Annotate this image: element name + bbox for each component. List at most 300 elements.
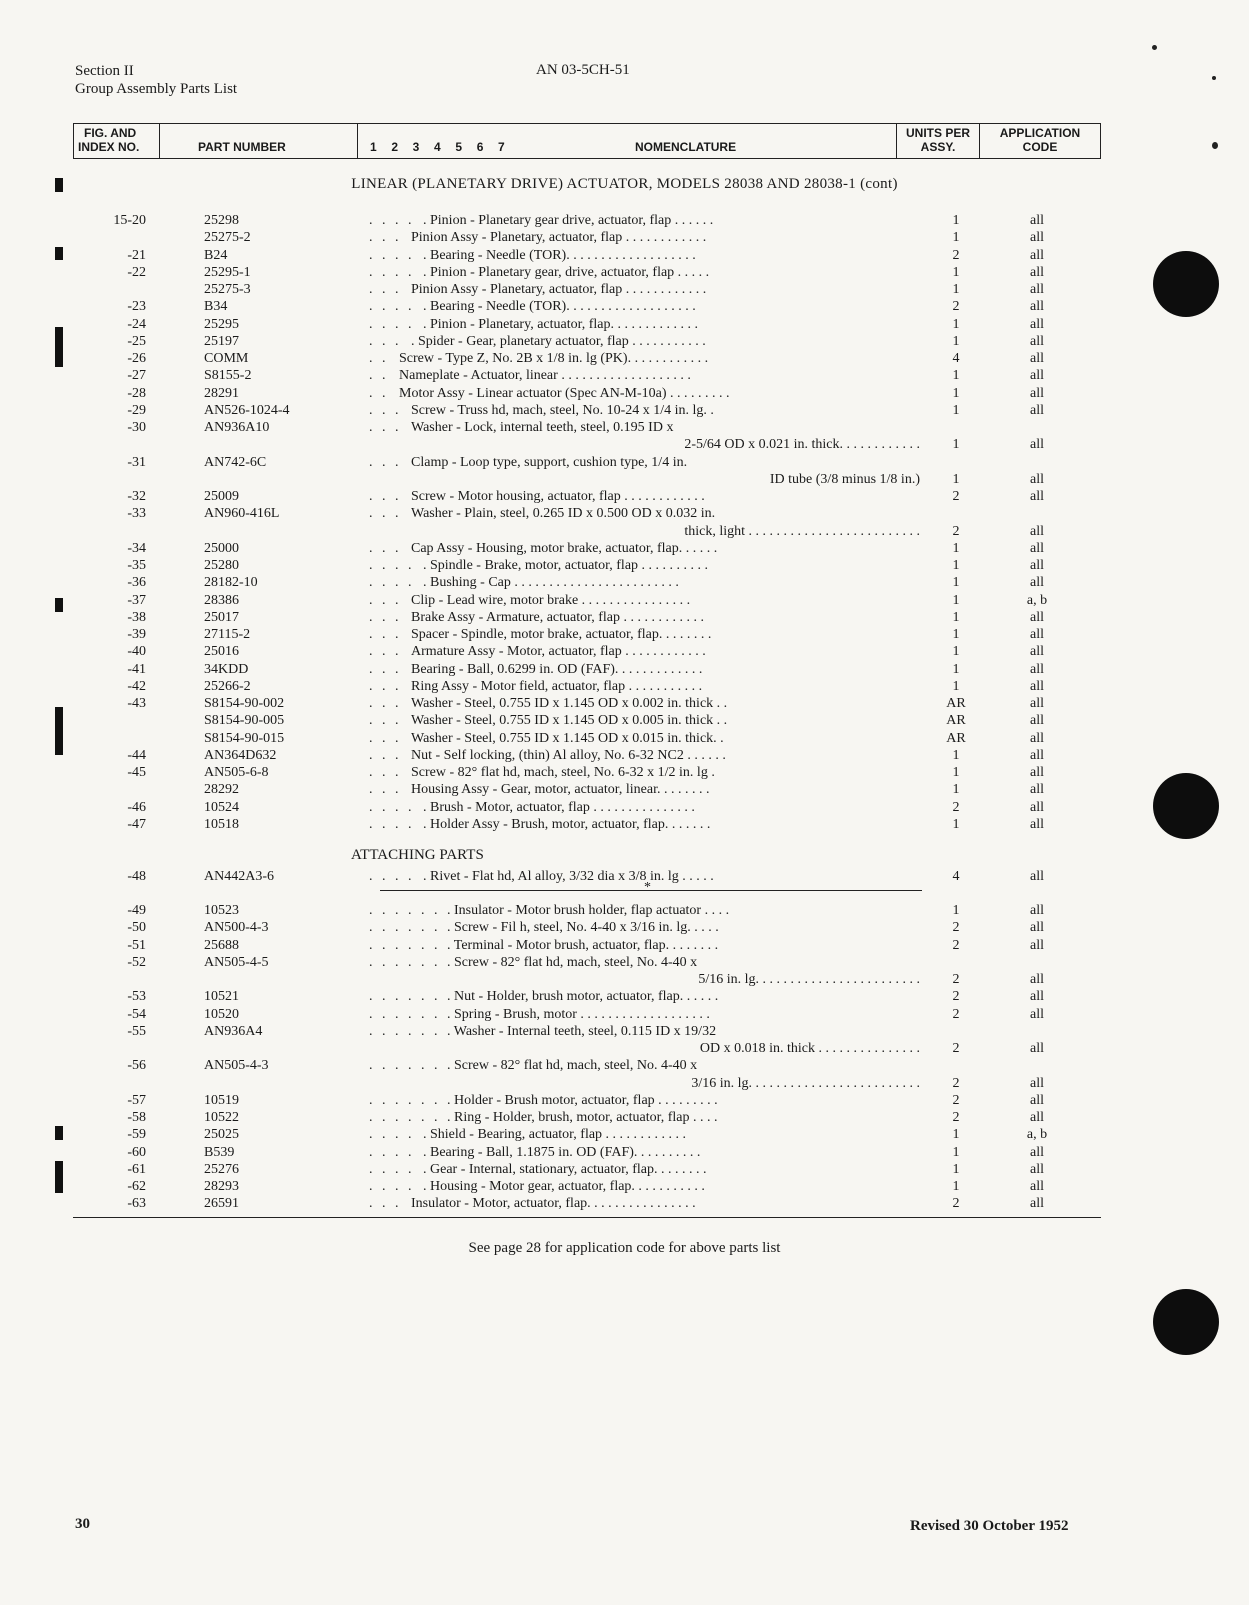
- indent-dots: . . .: [369, 747, 402, 763]
- table-row: [0, 781, 1249, 798]
- part-number: 10523: [204, 903, 239, 918]
- part-number: AN742-6C: [204, 454, 267, 470]
- indent-dots: . . . .: [369, 1144, 415, 1160]
- table-row: [0, 1161, 1249, 1178]
- units-per-assy: 1: [952, 1161, 960, 1177]
- nomenclature: Washer - Plain, steel, 0.265 ID x 0.500 OD x 0.032 in.: [411, 506, 716, 522]
- table-row: [0, 747, 1249, 764]
- units-per-assy: 1: [952, 230, 960, 246]
- part-number: AN505-6-8: [204, 765, 269, 780]
- table-row: [0, 333, 1249, 350]
- units-per-assy: 1: [952, 264, 960, 280]
- indent-dots: . . .: [369, 730, 402, 746]
- table-row: [0, 523, 1249, 540]
- indent-dots: . . .: [369, 644, 402, 660]
- fig-index: -35: [127, 558, 146, 573]
- fig-index: -52: [127, 954, 146, 970]
- fig-index: -29: [127, 402, 146, 418]
- units-per-assy: 1: [952, 765, 960, 780]
- nomenclature: Insulator - Motor, actuator, flap. . . . . . . . . . . . . . . .: [411, 1196, 696, 1212]
- indent-dots: . . .: [369, 454, 402, 470]
- attaching-parts-label: ATTACHING PARTS: [351, 847, 484, 863]
- part-number: AN526-1024-4: [204, 402, 290, 418]
- fig-index: -40: [127, 644, 146, 660]
- units-per-assy: 1: [952, 368, 960, 384]
- table-row: [0, 350, 1249, 367]
- fig-index: -33: [127, 506, 146, 522]
- part-number: 25688: [204, 937, 239, 953]
- nomenclature: . Housing - Motor gear, actuator, flap. . . . . . . . . . .: [423, 1179, 705, 1194]
- fig-index: -46: [127, 799, 146, 815]
- nomenclature: Motor Assy - Linear actuator (Spec AN-M-10a) . . . . . . . . .: [399, 385, 730, 401]
- nomenclature: Screw - Motor housing, actuator, flap . . . . . . . . . . . .: [411, 489, 705, 504]
- indent-dots: . . .: [369, 765, 402, 780]
- application-code: all: [1030, 385, 1044, 401]
- part-number: B24: [204, 247, 228, 263]
- fig-index: -27: [127, 368, 146, 384]
- nomenclature: . Spider - Gear, planetary actuator, flap . . . . . . . . . . .: [411, 333, 706, 349]
- application-code: all: [1030, 1075, 1044, 1091]
- part-number: 25197: [204, 333, 239, 349]
- col-app-line1: APPLICATION: [999, 126, 1081, 140]
- fig-index: -31: [127, 454, 146, 470]
- table-row: [0, 730, 1249, 747]
- nomenclature: 2-5/64 OD x 0.021 in. thick. . . . . . . . . . . .: [684, 437, 920, 453]
- part-number: 25016: [204, 644, 239, 660]
- table-row: [0, 661, 1249, 678]
- fig-index: -55: [127, 1023, 146, 1039]
- application-code: all: [1030, 333, 1044, 349]
- application-code: all: [1030, 799, 1044, 815]
- part-number: 25298: [204, 213, 239, 228]
- fig-index: -39: [127, 627, 146, 642]
- part-number: 25009: [204, 489, 239, 504]
- fig-index: -36: [127, 575, 146, 591]
- application-code: all: [1030, 368, 1044, 384]
- nomenclature: . Terminal - Motor brush, actuator, flap. . . . . . . .: [447, 937, 719, 953]
- change-bar: [55, 598, 63, 612]
- indent-dots: . . . .: [369, 558, 415, 573]
- table-row: [0, 454, 1249, 471]
- indent-dots: . . . .: [369, 213, 415, 228]
- indent-dots: . . .: [369, 1196, 402, 1212]
- indent-dots: . . . .: [369, 1127, 415, 1143]
- table-row: [0, 1057, 1249, 1074]
- fig-index: -48: [127, 869, 146, 884]
- fig-index: -28: [127, 385, 146, 401]
- table-row: [0, 1023, 1249, 1040]
- fig-index: -45: [127, 765, 146, 780]
- section-subtitle: Group Assembly Parts List: [75, 81, 238, 97]
- part-number: 28293: [204, 1179, 239, 1194]
- part-number: 10522: [204, 1110, 239, 1125]
- nomenclature: . Bushing - Cap . . . . . . . . . . . . . . . . . . . . . . . .: [423, 575, 679, 591]
- column-header: [73, 123, 1101, 159]
- indent-dots: . . . .: [369, 799, 415, 815]
- application-code: all: [1030, 282, 1044, 297]
- nomenclature: . Ring - Holder, brush, motor, actuator, flap . . . .: [447, 1110, 718, 1125]
- part-number: AN442A3-6: [204, 869, 274, 884]
- table-row: [0, 557, 1249, 574]
- table-row: [0, 919, 1249, 936]
- fig-index: -62: [127, 1179, 146, 1194]
- part-number: AN936A10: [204, 420, 270, 435]
- fig-index: -34: [127, 540, 146, 556]
- col-fig-line1: FIG. AND: [84, 126, 137, 140]
- indent-dots: . . .: [369, 489, 402, 504]
- nomenclature: . Pinion - Planetary gear, drive, actuator, flap . . . . .: [423, 264, 710, 280]
- nomenclature: . Spindle - Brake, motor, actuator, flap . . . . . . . . . .: [423, 558, 709, 573]
- part-number: 28182-10: [204, 575, 258, 591]
- part-number: 25266-2: [204, 678, 251, 694]
- units-per-assy: AR: [946, 713, 966, 729]
- nomenclature: Brake Assy - Armature, actuator, flap . . . . . . . . . . . .: [411, 609, 704, 625]
- application-code: all: [1030, 1179, 1044, 1194]
- col-units-line2: ASSY.: [920, 140, 956, 154]
- footnote: See page 28 for application code for above parts list: [468, 1240, 781, 1256]
- table-row: [0, 385, 1249, 402]
- table-row: [0, 247, 1249, 264]
- indent-dots: . . . .: [369, 575, 415, 591]
- nomenclature: Screw - Type Z, No. 2B x 1/8 in. lg (PK). . . . . . . . . . . .: [399, 351, 709, 366]
- table-row: [0, 1040, 1249, 1057]
- nomenclature: Bearing - Ball, 0.6299 in. OD (FAF). . . . . . . . . . . . .: [411, 661, 703, 677]
- document-number: AN 03-5CH-51: [536, 62, 630, 78]
- indent-dots: . . .: [369, 230, 402, 246]
- application-code: all: [1030, 1144, 1044, 1160]
- units-per-assy: 2: [952, 1075, 960, 1091]
- application-code: all: [1030, 609, 1044, 625]
- indent-dots: . . . .: [369, 816, 415, 832]
- indent-dots: . . .: [369, 609, 402, 625]
- table-row: [0, 592, 1249, 609]
- change-bar: [55, 707, 63, 755]
- application-code: all: [1030, 1041, 1044, 1056]
- table-row: [0, 505, 1249, 522]
- indent-dots: . .: [369, 351, 389, 366]
- table-row: [0, 695, 1249, 712]
- units-per-assy: 2: [952, 247, 960, 263]
- section-label: Section II: [75, 63, 134, 79]
- table-row: [0, 1126, 1249, 1143]
- units-per-assy: 1: [952, 627, 960, 642]
- units-per-assy: 1: [952, 213, 960, 228]
- fig-index: -24: [127, 316, 146, 332]
- indent-dots: . . .: [369, 678, 402, 694]
- table-row: [0, 471, 1249, 488]
- indent-dots: . . . . . .: [369, 1058, 441, 1074]
- table-row: [0, 868, 1249, 885]
- application-code: all: [1030, 437, 1044, 453]
- units-per-assy: 2: [952, 1006, 960, 1022]
- application-code: all: [1030, 816, 1044, 832]
- fig-index: -47: [127, 816, 146, 832]
- part-number: 25280: [204, 558, 239, 573]
- indent-dots: . . . .: [369, 1179, 415, 1194]
- nomenclature: Washer - Steel, 0.755 ID x 1.145 OD x 0.015 in. thick. .: [411, 730, 724, 746]
- fig-index: -32: [127, 489, 146, 504]
- indent-dots: . .: [369, 368, 389, 384]
- units-per-assy: 1: [952, 609, 960, 625]
- units-per-assy: 4: [952, 869, 960, 884]
- nomenclature: Washer - Steel, 0.755 ID x 1.145 OD x 0.005 in. thick . .: [411, 713, 728, 729]
- fig-index: -23: [127, 299, 146, 315]
- scan-speck: [1212, 76, 1216, 80]
- part-number: AN960-416L: [204, 506, 280, 522]
- units-per-assy: 1: [952, 437, 960, 453]
- units-per-assy: 2: [952, 937, 960, 953]
- part-number: S8154-90-005: [204, 713, 285, 729]
- application-code: all: [1030, 247, 1044, 263]
- indent-dots: . . .: [369, 506, 402, 522]
- nomenclature: Spacer - Spindle, motor brake, actuator, flap. . . . . . . .: [411, 627, 712, 642]
- nomenclature: ID tube (3/8 minus 1/8 in.): [769, 471, 920, 487]
- table-row: [0, 988, 1249, 1005]
- punch-hole: [1153, 251, 1219, 317]
- units-per-assy: 4: [952, 351, 960, 366]
- separator-line: [380, 890, 922, 891]
- table-row: [0, 971, 1249, 988]
- nomenclature: . Brush - Motor, actuator, flap . . . . . . . . . . . . . . .: [423, 799, 695, 815]
- nomenclature: OD x 0.018 in. thick . . . . . . . . . . . . . . .: [699, 1041, 920, 1056]
- units-per-assy: 1: [952, 592, 960, 608]
- application-code: all: [1030, 782, 1044, 798]
- col-part-number: PART NUMBER: [198, 140, 286, 154]
- units-per-assy: 1: [952, 575, 960, 591]
- table-row: [0, 902, 1249, 919]
- nomenclature: Nameplate - Actuator, linear . . . . . . . . . . . . . . . . . . .: [399, 368, 691, 384]
- units-per-assy: 2: [952, 972, 960, 987]
- units-per-assy: 2: [952, 523, 960, 539]
- indent-dots: . . . . . .: [369, 1006, 441, 1022]
- part-number: 10520: [204, 1006, 239, 1022]
- application-code: a, b: [1026, 1127, 1048, 1143]
- units-per-assy: 2: [952, 1041, 960, 1056]
- fig-index: -30: [127, 420, 146, 435]
- nomenclature: . Holder Assy - Brush, motor, actuator, flap. . . . . . .: [423, 816, 711, 832]
- nomenclature: Clamp - Loop type, support, cushion type, 1/4 in.: [411, 454, 688, 470]
- table-row: [0, 678, 1249, 695]
- application-code: a, b: [1026, 592, 1048, 608]
- table-row: [0, 229, 1249, 246]
- units-per-assy: 2: [952, 989, 960, 1005]
- separator-star: *: [644, 880, 651, 895]
- nomenclature: . Insulator - Motor brush holder, flap actuator . . . .: [447, 903, 730, 918]
- table-row: [0, 712, 1249, 729]
- table-row: [0, 402, 1249, 419]
- table-row: [0, 367, 1249, 384]
- fig-index: -25: [127, 333, 146, 349]
- part-number: 25295: [204, 316, 239, 332]
- fig-index: -60: [127, 1144, 146, 1160]
- part-number: 10524: [204, 799, 239, 815]
- fig-index: -49: [127, 903, 146, 918]
- application-code: all: [1030, 713, 1044, 729]
- application-code: all: [1030, 489, 1044, 504]
- fig-index: -53: [127, 989, 146, 1005]
- nomenclature: Screw - 82° flat hd, mach, steel, No. 6-32 x 1/2 in. lg .: [411, 765, 715, 780]
- assembly-title: LINEAR (PLANETARY DRIVE) ACTUATOR, MODELS 28038 AND 28038-1 (cont): [351, 176, 898, 192]
- units-per-assy: 1: [952, 903, 960, 918]
- units-per-assy: 1: [952, 471, 960, 487]
- indent-dots: . . .: [369, 696, 402, 711]
- indent-dots: . . . .: [369, 869, 415, 884]
- indent-dots: . . .: [369, 627, 402, 642]
- nomenclature: . Gear - Internal, stationary, actuator, flap. . . . . . . .: [423, 1161, 707, 1177]
- table-row: [0, 1195, 1249, 1212]
- part-number: 25025: [204, 1127, 239, 1143]
- part-number: AN364D632: [204, 747, 277, 763]
- fig-index: -43: [127, 696, 146, 711]
- nomenclature: . Rivet - Flat hd, Al alloy, 3/32 dia x 3/8 in. lg . . . . .: [423, 869, 714, 884]
- nomenclature: Washer - Steel, 0.755 ID x 1.145 OD x 0.002 in. thick . .: [411, 696, 728, 711]
- nomenclature: Washer - Lock, internal teeth, steel, 0.195 ID x: [411, 420, 674, 435]
- part-number: 25295-1: [204, 264, 251, 280]
- part-number: S8154-90-015: [204, 730, 285, 746]
- table-row: [0, 1006, 1249, 1023]
- part-number: AN500-4-3: [204, 920, 269, 936]
- units-per-assy: 1: [952, 747, 960, 763]
- nomenclature: . Screw - 82° flat hd, mach, steel, No. 4-40 x: [447, 1058, 698, 1074]
- application-code: all: [1030, 627, 1044, 642]
- units-per-assy: 2: [952, 920, 960, 936]
- fig-index: -37: [127, 592, 146, 608]
- indent-dots: . . . .: [369, 1161, 415, 1177]
- table-row: [0, 212, 1249, 229]
- units-per-assy: 1: [952, 644, 960, 660]
- units-per-assy: 1: [952, 385, 960, 401]
- nomenclature: Armature Assy - Motor, actuator, flap . . . . . . . . . . . .: [411, 644, 706, 660]
- fig-index: -56: [127, 1058, 146, 1074]
- fig-index: -22: [127, 264, 146, 280]
- application-code: all: [1030, 696, 1044, 711]
- indent-dots: . . .: [369, 402, 402, 418]
- indent-dots: . . . . . .: [369, 1110, 441, 1125]
- table-row: [0, 626, 1249, 643]
- table-row: [0, 488, 1249, 505]
- units-per-assy: 1: [952, 782, 960, 798]
- units-per-assy: 1: [952, 282, 960, 297]
- col-units-line1: UNITS PER: [905, 126, 970, 140]
- indent-dots: . . . . . .: [369, 903, 441, 918]
- fig-index: -41: [127, 661, 146, 677]
- fig-index: -44: [127, 747, 146, 763]
- indent-dots: . . .: [369, 713, 402, 729]
- nomenclature: 5/16 in. lg. . . . . . . . . . . . . . . . . . . . . . . .: [698, 972, 920, 987]
- nomenclature: thick, light . . . . . . . . . . . . . . . . . . . . . . . . .: [684, 523, 920, 539]
- indent-dots: . . .: [369, 420, 402, 435]
- table-row: [0, 316, 1249, 333]
- fig-index: 15-20: [113, 213, 146, 228]
- indent-dots: . . .: [369, 540, 402, 556]
- application-code: all: [1030, 989, 1044, 1005]
- part-number: B539: [204, 1144, 235, 1160]
- col-indent-levels: 1 2 3 4 5 6 7: [370, 140, 505, 154]
- application-code: all: [1030, 213, 1044, 228]
- fig-index: -38: [127, 609, 146, 625]
- units-per-assy: 1: [952, 678, 960, 694]
- part-number: 28292: [204, 782, 239, 798]
- indent-dots: . . . . . .: [369, 1092, 441, 1108]
- part-number: 25276: [204, 1161, 239, 1177]
- table-row: [0, 540, 1249, 557]
- part-number: COMM: [204, 351, 249, 366]
- application-code: all: [1030, 471, 1044, 487]
- units-per-assy: 2: [952, 1110, 960, 1125]
- units-per-assy: 2: [952, 299, 960, 315]
- table-row: [0, 1075, 1249, 1092]
- part-number: B34: [204, 299, 228, 315]
- table-row: [0, 281, 1249, 298]
- fig-index: -21: [127, 247, 146, 263]
- application-code: all: [1030, 575, 1044, 591]
- nomenclature: . Bearing - Needle (TOR). . . . . . . . . . . . . . . . . . .: [423, 299, 696, 315]
- part-number: 10521: [204, 989, 239, 1005]
- application-code: all: [1030, 1196, 1044, 1212]
- table-row: [0, 264, 1249, 281]
- nomenclature: Screw - Truss hd, mach, steel, No. 10-24 x 1/4 in. lg. .: [411, 402, 714, 418]
- indent-dots: . . .: [369, 661, 402, 677]
- part-number: 25000: [204, 540, 239, 556]
- application-code: all: [1030, 972, 1044, 987]
- table-row: [0, 937, 1249, 954]
- column-divider: [896, 124, 897, 158]
- units-per-assy: 1: [952, 1179, 960, 1194]
- page-header-left: [75, 62, 237, 98]
- units-per-assy: 1: [952, 1144, 960, 1160]
- column-divider: [979, 124, 980, 158]
- application-code: all: [1030, 730, 1044, 746]
- change-bar: [55, 327, 63, 367]
- change-bar: [55, 1126, 63, 1140]
- fig-index: -26: [127, 351, 146, 366]
- units-per-assy: AR: [946, 730, 966, 746]
- application-code: all: [1030, 264, 1044, 280]
- nomenclature: . Spring - Brush, motor . . . . . . . . . . . . . . . . . . .: [447, 1006, 710, 1022]
- application-code: all: [1030, 1161, 1044, 1177]
- part-number: S8155-2: [204, 368, 252, 384]
- table-row: [0, 764, 1249, 781]
- indent-dots: . . .: [369, 782, 402, 798]
- application-code: all: [1030, 765, 1044, 780]
- indent-dots: . . . . . .: [369, 954, 441, 970]
- fig-index: -54: [127, 1006, 146, 1022]
- fig-index: -42: [127, 678, 146, 694]
- units-per-assy: 2: [952, 1196, 960, 1212]
- scan-speck: [1212, 142, 1218, 149]
- column-divider: [357, 124, 358, 158]
- application-code: all: [1030, 402, 1044, 418]
- application-code: all: [1030, 540, 1044, 556]
- table-row: [0, 1144, 1249, 1161]
- nomenclature: . Holder - Brush motor, actuator, flap . . . . . . . . .: [447, 1092, 718, 1108]
- change-bar: [55, 247, 63, 260]
- table-row: [0, 298, 1249, 315]
- indent-dots: . . . . . .: [369, 1023, 441, 1039]
- table-row: [0, 643, 1249, 660]
- part-number: 26591: [204, 1196, 239, 1212]
- nomenclature: Pinion Assy - Planetary, actuator, flap . . . . . . . . . . . .: [411, 230, 707, 246]
- application-code: all: [1030, 678, 1044, 694]
- fig-index: -57: [127, 1092, 146, 1108]
- column-divider: [159, 124, 160, 158]
- units-per-assy: 1: [952, 402, 960, 418]
- indent-dots: . . .: [369, 592, 402, 608]
- table-row: [0, 954, 1249, 971]
- nomenclature: . Screw - 82° flat hd, mach, steel, No. 4-40 x: [447, 954, 698, 970]
- application-code: all: [1030, 230, 1044, 246]
- col-app-line2: CODE: [1022, 140, 1058, 154]
